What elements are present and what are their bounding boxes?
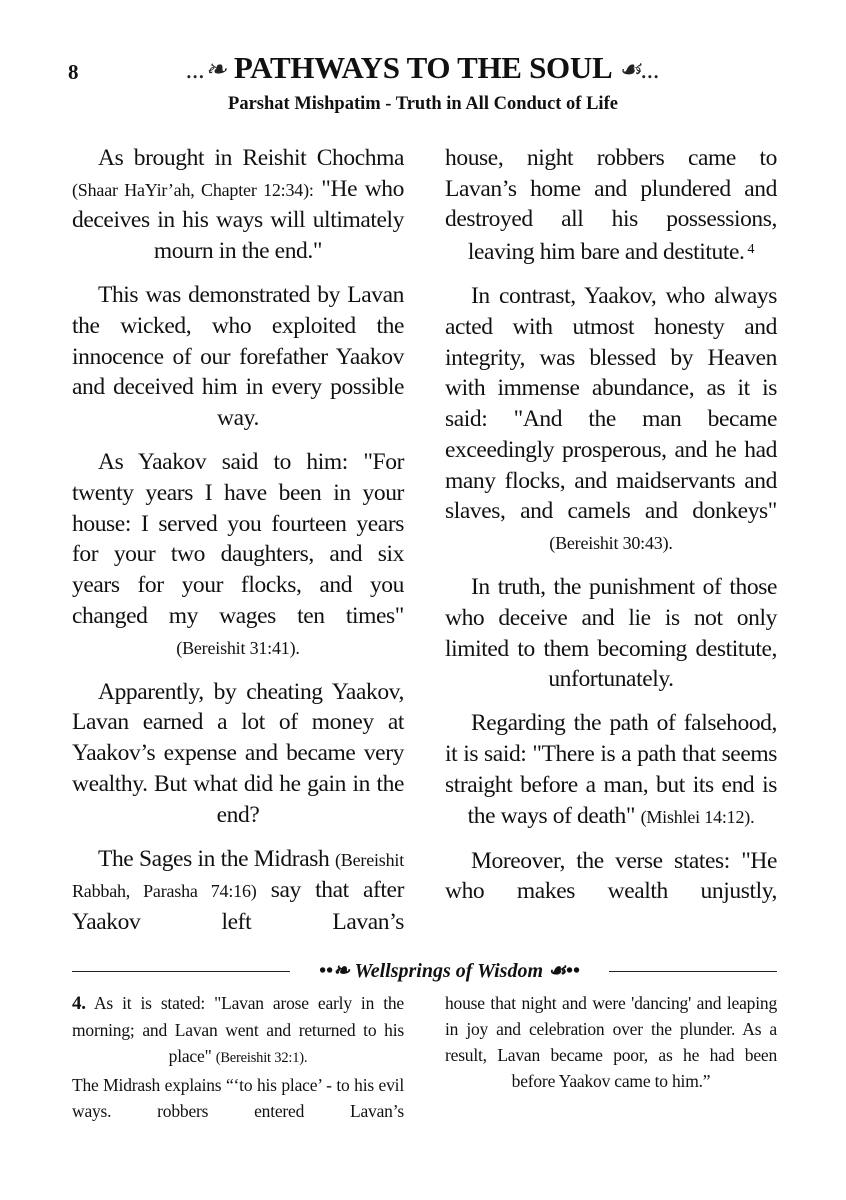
- footnote: The Midrash explains “‘to his place’ - to his evil ways. robbers entered Lavan’s: [72, 1075, 404, 1121]
- paragraph: [72, 447, 404, 663]
- text: As Yaakov said to him: "For twenty years I have been in your house: I served you fourteen years for your two daughters, and six years for your flocks, and you changed my wages ten times": [72, 449, 404, 629]
- paragraph: [72, 143, 404, 267]
- footnote-separator: [72, 958, 777, 984]
- footnotes-left: [72, 990, 404, 1125]
- citation: (Bereishit 30:43).: [549, 532, 673, 553]
- running-title: [0, 50, 846, 86]
- divider: [72, 971, 290, 972]
- citation: (Bereishit 31:41).: [176, 637, 300, 658]
- footnote-ref: 4: [747, 242, 755, 258]
- chapter-subtitle: Parshat Mishpatim - Truth in All Conduct of Life: [228, 94, 618, 114]
- paragraph: [445, 281, 777, 558]
- paragraph: In truth, the punishment of those who deceive and lie is not only limited to them becoming destitute, unfortunately.: [445, 574, 777, 693]
- citation: (Bereishit 32:1).: [215, 1050, 308, 1066]
- paragraph: Moreover, the verse states: "He who makes wealth unjustly,: [445, 847, 777, 905]
- text: As brought in Reishit Chochma: [98, 145, 404, 171]
- footnotes-right: [445, 990, 777, 1095]
- citation: (Shaar HaYir’ah, Chapter 12:34):: [72, 179, 314, 200]
- text: "He who deceives in his ways will ultimately mourn in the end.": [72, 175, 404, 265]
- divider: [609, 971, 777, 972]
- footnote-section-title: ••❧ Wellsprings of Wisdom ☙••: [319, 960, 580, 982]
- ornament-left-icon: ...❧: [186, 55, 227, 84]
- book-title: PATHWAYS TO THE SOUL: [233, 50, 611, 85]
- text: house, night robbers came to Lavan’s home and plundered and destroyed all his possessions, leaving him bare and destitute.: [445, 145, 777, 266]
- right-column: [445, 143, 777, 921]
- paragraph: [72, 844, 404, 938]
- paragraph: [445, 708, 777, 832]
- paragraph: This was demonstrated by Lavan the wicked, who exploited the innocence of our forefather Yaakov and deceived him in every possible way.: [72, 282, 404, 432]
- citation: (Mishlei 14:12).: [640, 806, 755, 827]
- text: As it is stated: "Lavan arose early in the morning; and Lavan went and returned to his place": [72, 993, 404, 1066]
- footnote-number: 4.: [72, 993, 86, 1014]
- text: The Sages in the Midrash: [98, 845, 336, 872]
- page-number: 8: [68, 60, 79, 84]
- paragraph: Apparently, by cheating Yaakov, Lavan earned a lot of money at Yaakov’s expense and became very wealthy. But what did he gain in the end?: [72, 678, 404, 828]
- text: Regarding the path of falsehood, it is said: "There is a path that seems straight before a man, but its end is the ways of death": [445, 710, 777, 829]
- text: In contrast, Yaakov, who always acted with utmost honesty and integrity, was blessed by Heaven with immense abundance, as it is said: "And the man became exceedingly prosperous, and he had many flocks, and maidservants and slaves, and camels and donkeys": [445, 283, 777, 525]
- citation: (Bereishit Rabbah, Parasha 74:16): [72, 849, 404, 902]
- ornament-right-icon: ☙...: [618, 55, 660, 84]
- text: say that after Yaakov left Lavan’s: [72, 877, 404, 936]
- footnote: [72, 990, 404, 1071]
- left-column: [72, 143, 404, 951]
- footnote: house that night and were 'dancing' and leaping in joy and celebration over the plunder. As a result, Lavan became poor, as he had been before Yaakov came to him.”: [445, 993, 777, 1091]
- paragraph: [445, 143, 777, 268]
